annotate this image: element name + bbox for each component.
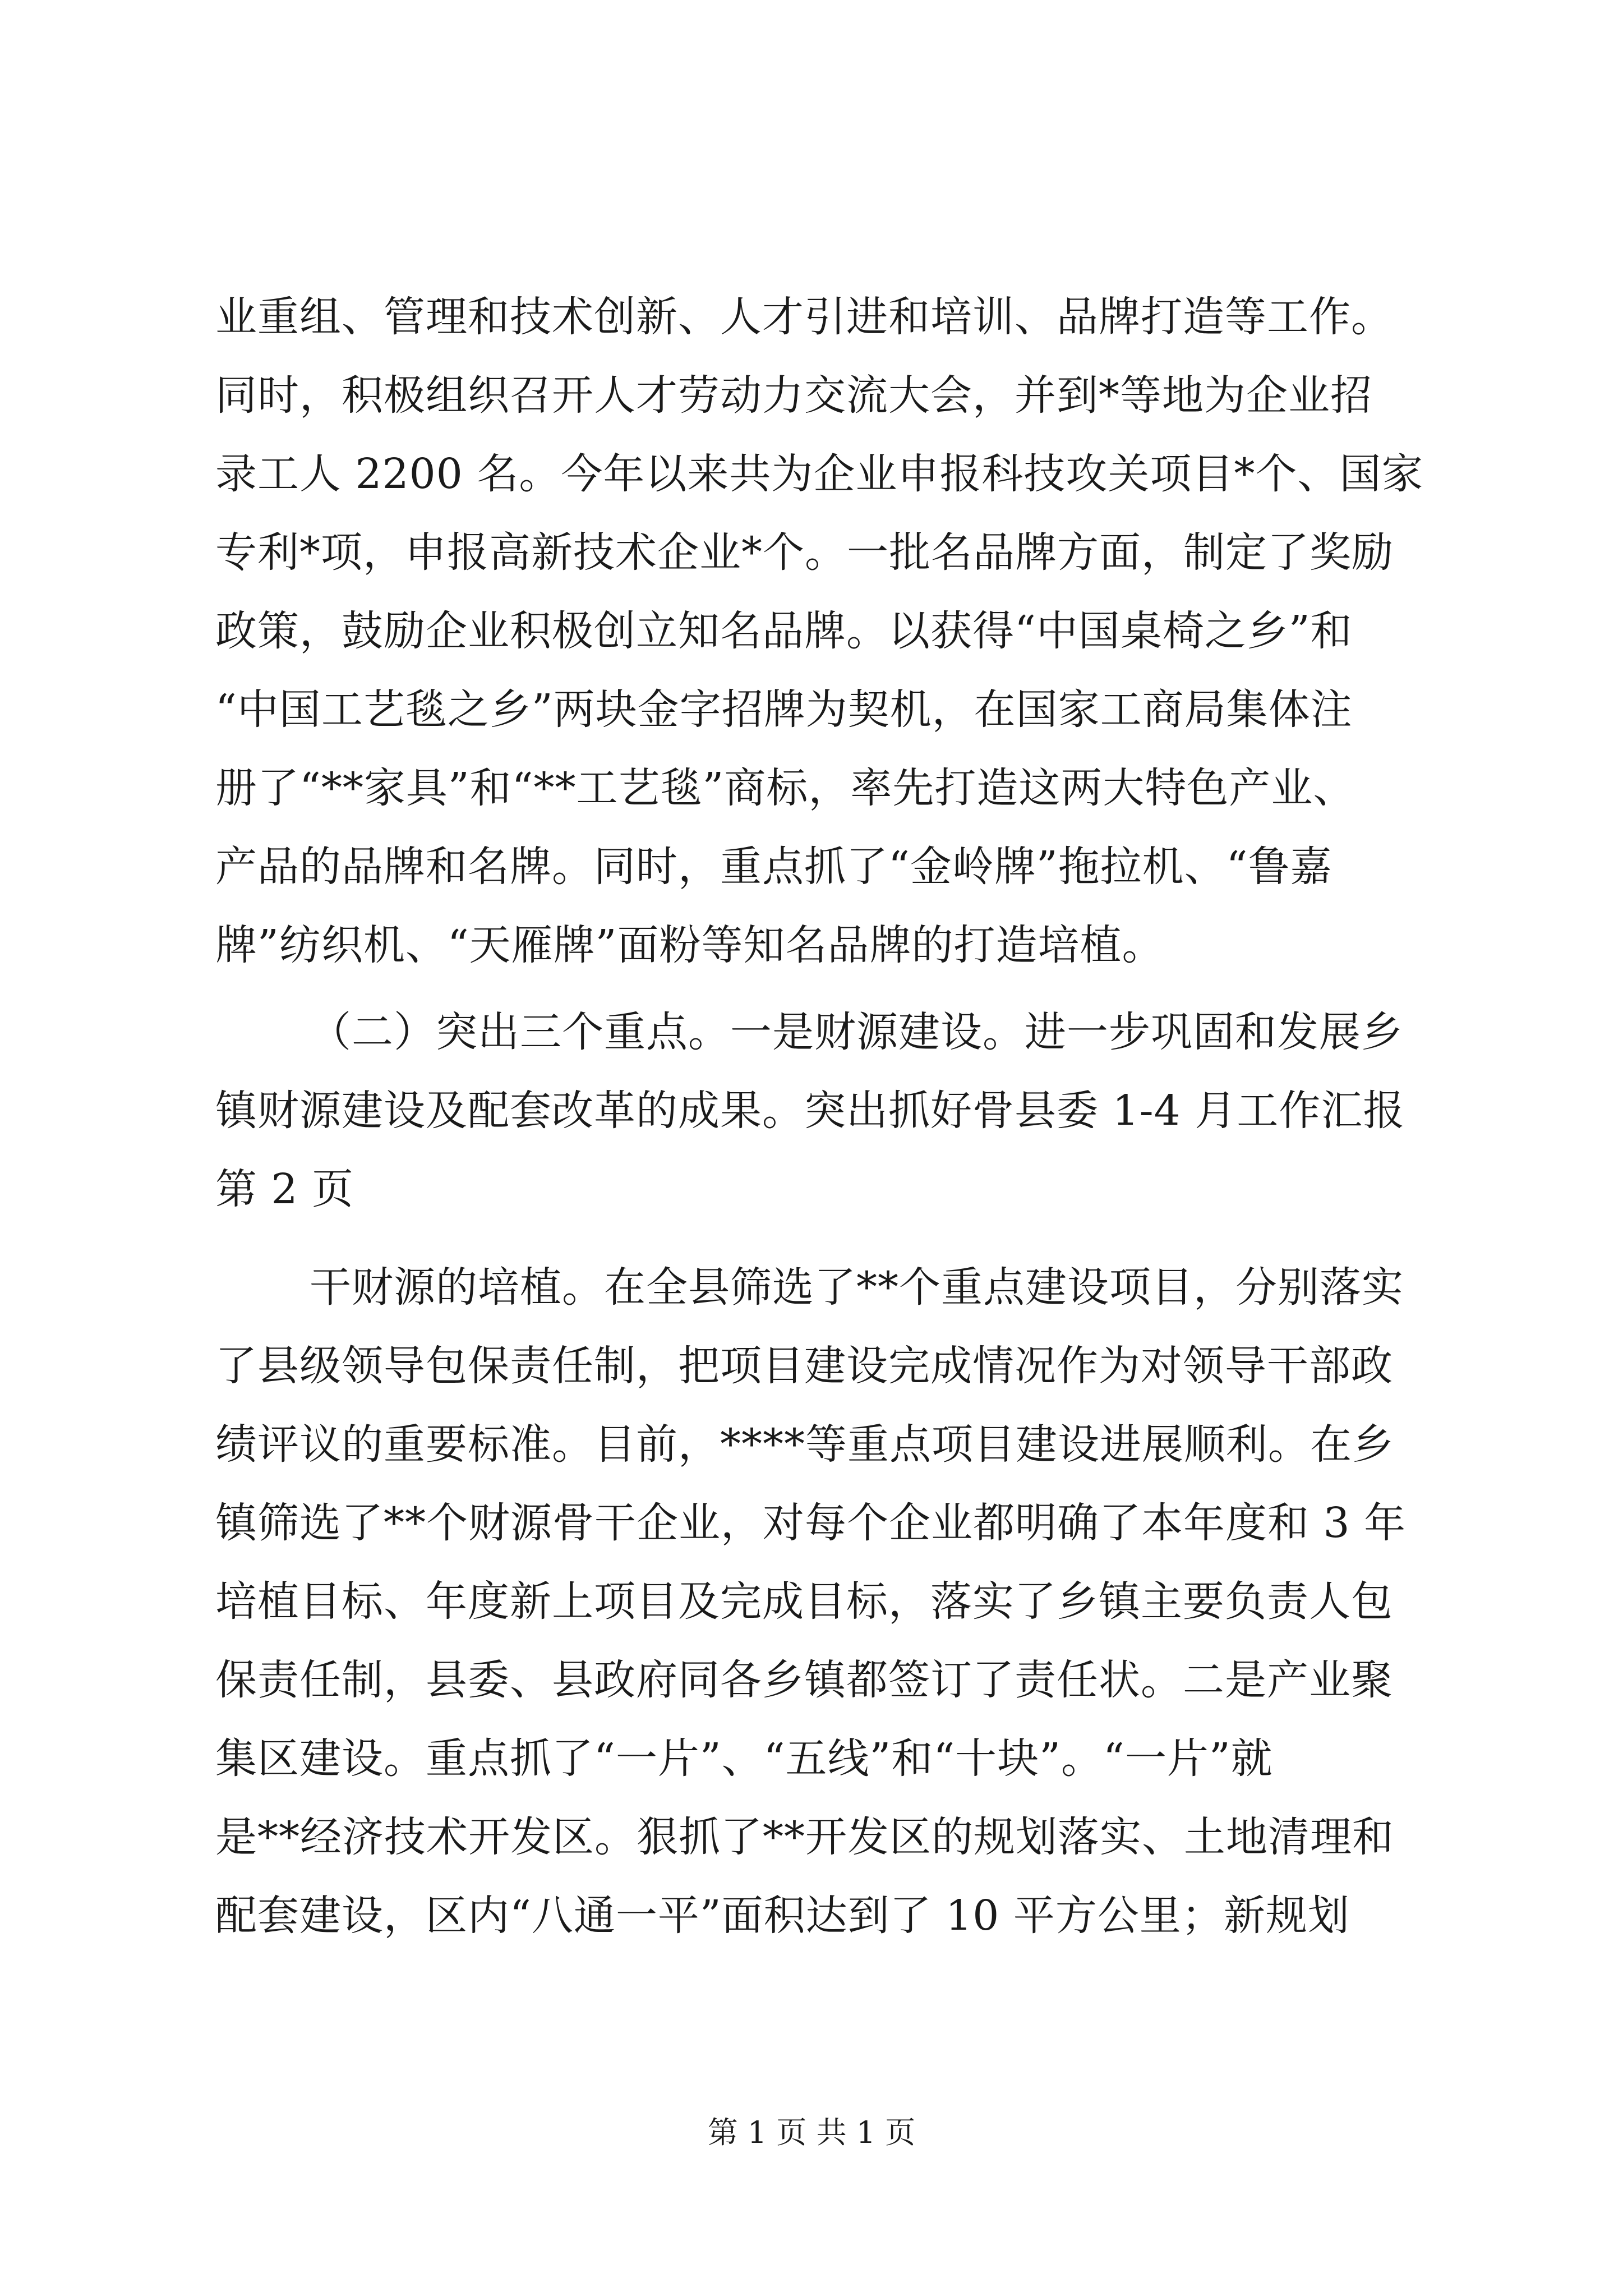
page-footer: 第 1 页 共 1 页 [707,2115,916,2150]
text-line-21: 配套建设，区内“八通一平”面积达到了 10 平方公里；新规划 [215,1892,1350,1940]
text-line-5: 政策，鼓励企业积极创立知名品牌。以获得“中国桌椅之乡”和 [215,607,1353,655]
page-break-label: 第 2 页 [215,1165,354,1213]
text-line-17: 培植目标、年度新上项目及完成目标，落实了乡镇主要负责人包 [215,1577,1393,1626]
text-line-19: 集区建设。重点抓了“一片”、“五线”和“十块”。“一片”就 [215,1734,1273,1783]
text-line-14: 了县级领导包保责任制，把项目建设完成情况作为对领导干部政 [215,1342,1393,1390]
text-line-15: 绩评议的重要标准。目前，****等重点项目建设进展顺利。在乡 [215,1420,1394,1469]
text-line-16: 镇筛选了**个财源骨干企业，对每个企业都明确了本年度和 3 年 [215,1499,1407,1547]
text-line-6: “中国工艺毯之乡”两块金字招牌为契机，在国家工商局集体注 [215,685,1353,734]
text-line-7: 册了“**家具”和“**工艺毯”商标，率先打造这两大特色产业、 [215,764,1355,812]
text-line-4: 专利*项，申报高新技术企业*个。一批名品牌方面，制定了奖励 [215,528,1394,577]
text-line-2: 同时，积极组织召开人才劳动力交流大会，并到*等地为企业招 [215,371,1372,420]
text-line-18: 保责任制，县委、县政府同各乡镇都签订了责任状。二是产业聚 [215,1656,1393,1704]
text-line-3: 录工人 2200 名。今年以来共为企业申报科技攻关项目*个、国家 [215,450,1424,498]
text-line-9: 牌”纺织机、“天雁牌”面粉等知名品牌的打造培植。 [215,921,1164,969]
text-line-20: 是**经济技术开发区。狠抓了**开发区的规划落实、土地清理和 [215,1813,1394,1861]
text-line-11: 镇财源建设及配套改革的成果。突出抓好骨县委 1-4 月工作汇报 [215,1087,1405,1135]
paragraph-start-line: （二）突出三个重点。一是财源建设。进一步巩固和发展乡 [310,1008,1403,1056]
text-line-8: 产品的品牌和名牌。同时，重点抓了“金岭牌”拖拉机、“鲁嘉 [215,843,1332,891]
text-line-1: 业重组、管理和技术创新、人才引进和培训、品牌打造等工作。 [215,293,1393,341]
paragraph-continue-line: 干财源的培植。在全县筛选了**个重点建设项目，分别落实 [310,1263,1404,1312]
